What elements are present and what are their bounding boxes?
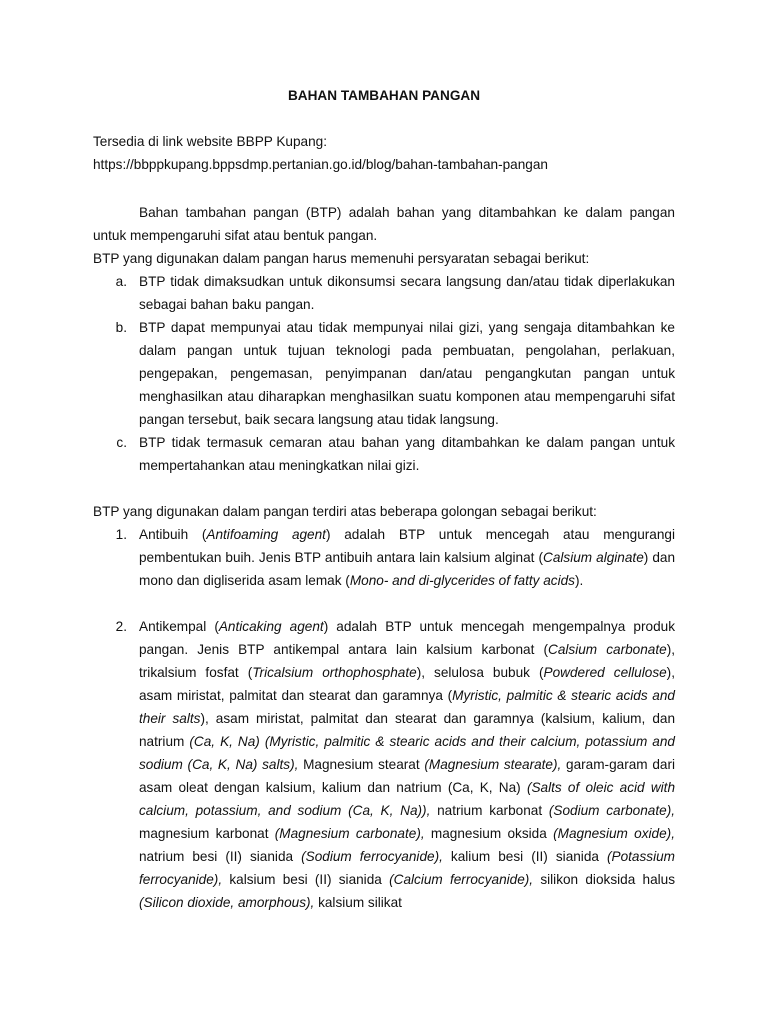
requirement-item (93, 431, 675, 477)
text-run: ), selulosa bubuk ( (416, 665, 544, 680)
italic-term: Calsium alginate (543, 550, 644, 565)
italic-term: (Ca, K, Na) (Myristic, palmitic & stearic acids and their calcium, potassium and sodium (Ca, K, Na) salts), (139, 734, 675, 772)
italic-term: Antifoaming agent (206, 527, 326, 542)
text-run: kalsium besi (II) sianida (222, 872, 390, 887)
groups-intro: BTP yang digunakan dalam pangan terdiri atas beberapa golongan sebagai berikut: (93, 504, 597, 519)
requirements-list (93, 270, 675, 477)
text-run: kalium besi (II) sianida (442, 849, 607, 864)
source-url[interactable]: https://bbppkupang.bppsdmp.pertanian.go.id/blog/bahan-tambahan-pangan (93, 157, 548, 172)
text-run: ) dan mono dan digliserida asam lemak ( (139, 550, 675, 588)
list-marker: 1. (115, 527, 127, 542)
text-run: natrium karbonat (430, 803, 549, 818)
italic-term: Powdered cellulose (543, 665, 667, 680)
group-text (139, 527, 675, 588)
text-run: kalsium silikat (314, 895, 402, 910)
spacer (93, 176, 675, 199)
requirement-item (93, 270, 675, 316)
italic-term: Calsium carbonate (548, 642, 667, 657)
italic-term: (Magnesium carbonate), (274, 826, 425, 841)
italic-term: Mono- and di-glycerides of fatty acids (349, 573, 575, 588)
text-run: Antikempal ( (139, 619, 219, 634)
definition-paragraph: Bahan tambahan pangan (BTP) adalah bahan yang ditambahkan ke dalam pangan untuk mempengaruhi sifat atau bentuk pangan. (93, 205, 675, 243)
list-marker: b. (115, 320, 127, 335)
requirement-item (93, 316, 675, 431)
document-page (93, 84, 675, 914)
text-run: Magnesium stearat (298, 757, 425, 772)
italic-term: (Potassium ferrocyanide), (139, 849, 675, 887)
text-run: ), asam miristat, palmitat dan stearat dan garamnya ( (139, 665, 675, 703)
list-marker: a. (115, 274, 127, 289)
requirements-intro: BTP yang digunakan dalam pangan harus memenuhi persyaratan sebagai berikut: (93, 251, 590, 266)
text-run: ). (574, 573, 584, 588)
list-marker: c. (116, 435, 127, 450)
text-run: ) adalah BTP untuk mencegah atau mengurangi pembentukan buih. Jenis BTP antibuih antara lain kalsium alginat ( (139, 527, 675, 565)
document-title: BAHAN TAMBAHAN PANGAN (287, 88, 481, 103)
requirement-text: BTP tidak dimaksudkan untuk dikonsumsi secara langsung dan/atau tidak diperlakukan sebagai bahan baku pangan. (139, 274, 675, 312)
italic-term: (Magnesium stearate), (424, 757, 562, 772)
group-item (93, 615, 675, 914)
italic-term: (Silicon dioxide, amorphous), (139, 895, 315, 910)
italic-term: (Sodium ferrocyanide), (301, 849, 443, 864)
italic-term: Myristic, palmitic & stearic acids and their salts (139, 688, 675, 726)
italic-term: (Sodium carbonate), (548, 803, 675, 818)
text-run: ), asam miristat, palmitat dan stearat dan garamnya (kalsium, kalium, dan natrium (139, 711, 675, 749)
text-run: silikon dioksida halus (533, 872, 676, 887)
source-intro: Tersedia di link website BBPP Kupang: (93, 134, 328, 149)
italic-term: (Calcium ferrocyanide), (389, 872, 534, 887)
italic-term: (Magnesium oxide), (553, 826, 675, 841)
group-item (93, 523, 675, 592)
italic-term: Tricalsium orthophosphate (252, 665, 417, 680)
italic-term: Anticaking agent (218, 619, 324, 634)
text-run: Antibuih ( (139, 527, 207, 542)
text-run: garam-garam dari asam oleat dengan kalsium, kalium dan natrium (Ca, K, Na) (139, 757, 675, 795)
spacer (93, 592, 675, 615)
list-marker: 2. (115, 619, 127, 634)
requirement-text: BTP dapat mempunyai atau tidak mempunyai nilai gizi, yang sengaja ditambahkan ke dalam pangan untuk tujuan teknologi pada pembuatan, pengolahan, perlakuan, pengepakan, pengemasan, penyimpanan dan/atau pengangkutan pangan untuk menghasilkan atau diharapkan menghasilkan suatu komponen atau mempengaruhi sifat pangan tersebut, baik secara langsung atau tidak langsung. (139, 320, 675, 427)
text-run: ) adalah BTP untuk mencegah mengempalnya produk pangan. Jenis BTP antikempal antara lain kalsium karbonat ( (139, 619, 675, 657)
groups-list (93, 523, 675, 914)
text-run: magnesium karbonat (139, 826, 275, 841)
group-text (139, 619, 675, 910)
text-run: ), trikalsium fosfat ( (139, 642, 675, 680)
text-run: natrium besi (II) sianida (139, 849, 302, 864)
text-run: magnesium oksida (424, 826, 554, 841)
requirement-text: BTP tidak termasuk cemaran atau bahan yang ditambahkan ke dalam pangan untuk mempertahankan atau meningkatkan nilai gizi. (139, 435, 675, 473)
spacer (93, 477, 675, 500)
italic-term: (Salts of oleic acid with calcium, potassium, and sodium (Ca, K, Na)), (139, 780, 676, 818)
